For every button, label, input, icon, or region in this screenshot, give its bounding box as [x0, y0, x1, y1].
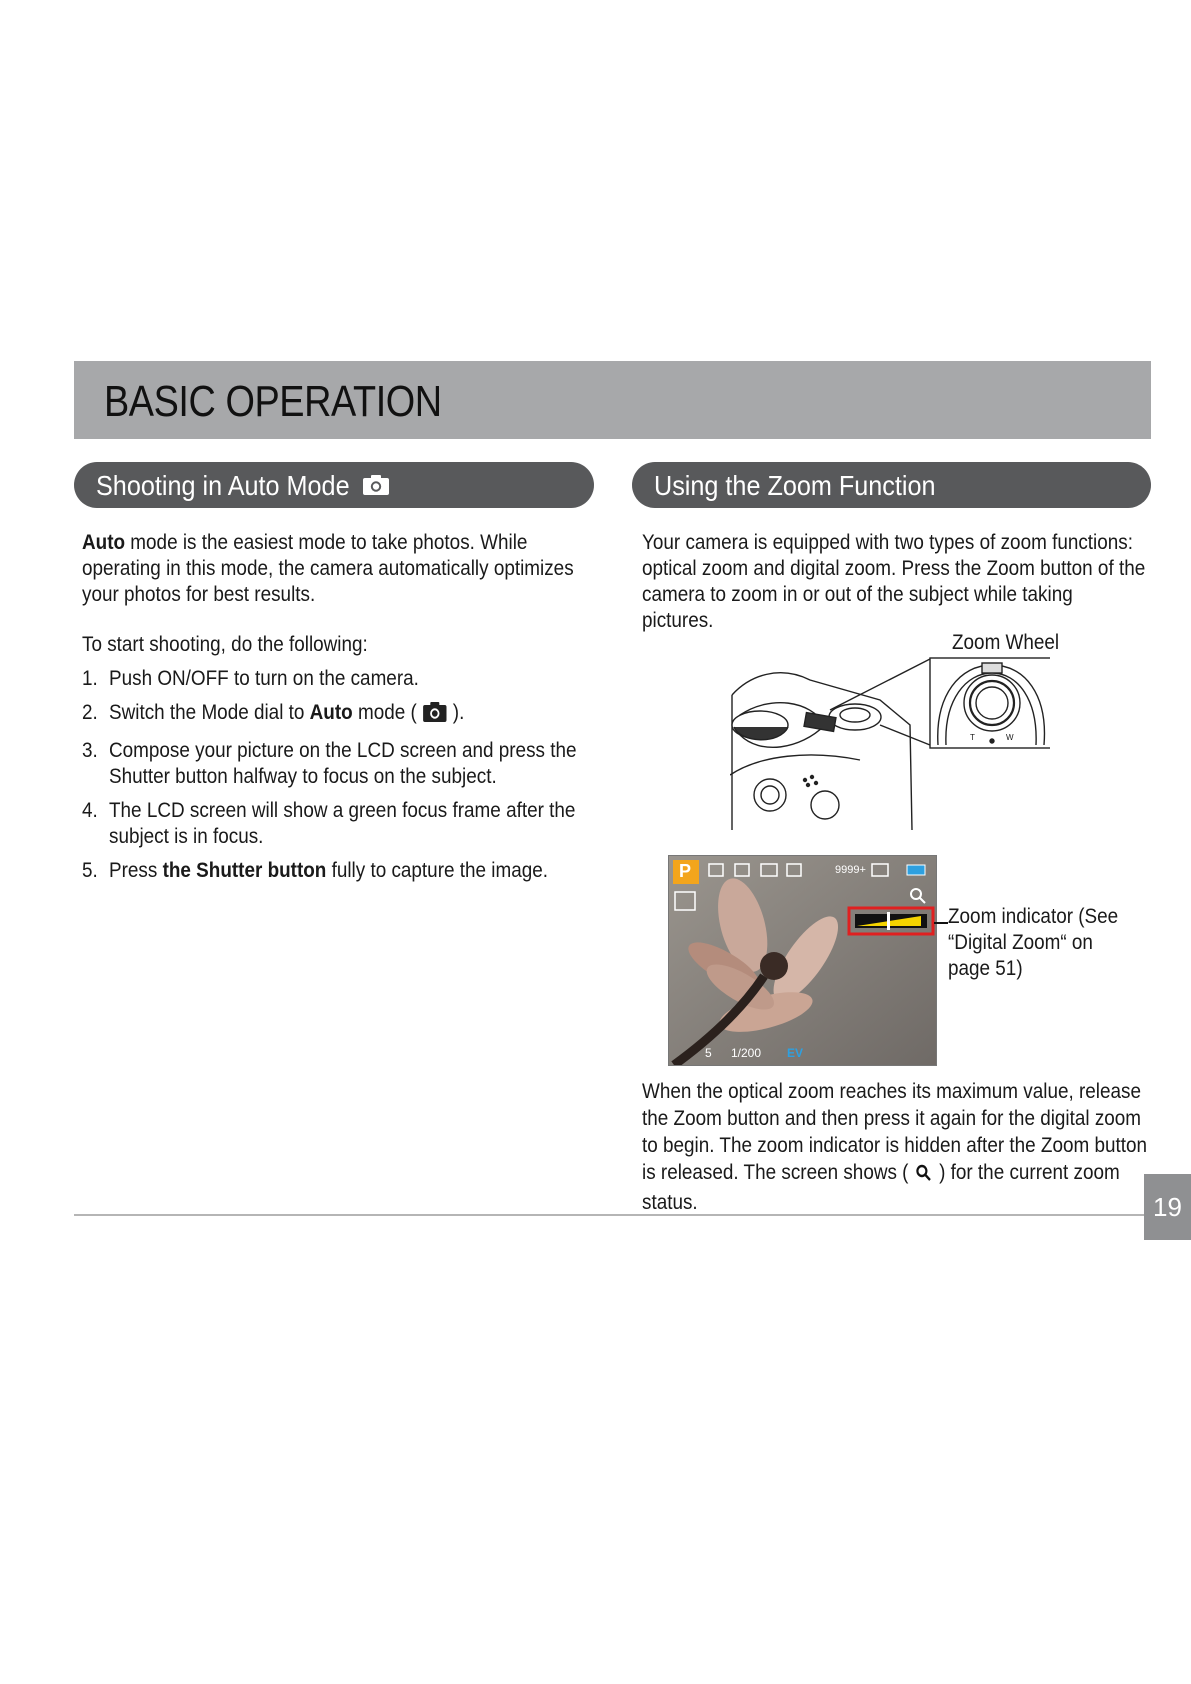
step-item: 2. Switch the Mode dial to Auto mode ( ). [82, 700, 586, 730]
steps-list [82, 666, 586, 884]
camera-icon [422, 701, 447, 730]
zoom-indicator-leader [934, 922, 948, 924]
magnifier-icon [916, 1162, 932, 1189]
zoom-indicator-label: Zoom indicator (See “Digital Zoom“ on page 51) [948, 905, 1119, 980]
section-header-auto-mode [74, 462, 594, 508]
page-number: 19 [1144, 1174, 1191, 1240]
lcd-shutter-speed: 1/200 [731, 1046, 762, 1060]
auto-mode-intro: Auto mode is the easiest mode to take photos. While operating in this mode, the camera automatically optimizes your photos for best results. [82, 531, 574, 606]
footer-rule [74, 1214, 1144, 1216]
step-item: 1. Push ON/OFF to turn on the camera. [82, 667, 419, 690]
lcd-aperture: 5 [705, 1046, 712, 1060]
header-banner [74, 361, 1151, 439]
step-item: 3. Compose your picture on the LCD screen and press the Shutter button halfway to focus on the subject. [82, 739, 577, 788]
auto-mode-column [82, 530, 642, 892]
step-item: 4. The LCD screen will show a green focus frame after the subject is in focus. [82, 799, 576, 848]
zoom-wide-mark: W [1006, 733, 1014, 742]
section-title-auto-mode: Shooting in Auto Mode [96, 470, 350, 501]
section-title-zoom: Using the Zoom Function [654, 470, 936, 501]
camera-icon [362, 474, 390, 501]
lcd-mode-label: P [679, 861, 692, 881]
lcd-screen-illustration [668, 855, 937, 1066]
zoom-closing-paragraph: When the optical zoom reaches its maximum value, release the Zoom button and then press it again for the digital zoom to begin. The zoom indicator is hidden after the Zoom button is released. The screen shows ( ) for the current zoom status. [642, 1080, 1148, 1214]
steps-lead: To start shooting, do the following: [82, 633, 368, 656]
step-item: 5. Press the Shutter button fully to capture the image. [82, 859, 549, 882]
page-title: BASIC OPERATION [104, 377, 442, 426]
zoom-column [642, 530, 1191, 634]
lcd-shots-remaining: 9999+ [835, 864, 866, 876]
zoom-tele-mark: T [970, 733, 975, 742]
zoom-intro: Your camera is equipped with two types of zoom functions: optical zoom and digital zoom. Press the Zoom button of the camera to zoom in or out of the subject while taking pictures. [642, 531, 1146, 632]
zoom-wheel-label: Zoom Wheel [952, 631, 1060, 654]
auto-bold: Auto [82, 531, 126, 554]
camera-top-illustration [730, 655, 1050, 835]
section-header-zoom [632, 462, 1151, 508]
lcd-ev: EV [787, 1046, 804, 1060]
